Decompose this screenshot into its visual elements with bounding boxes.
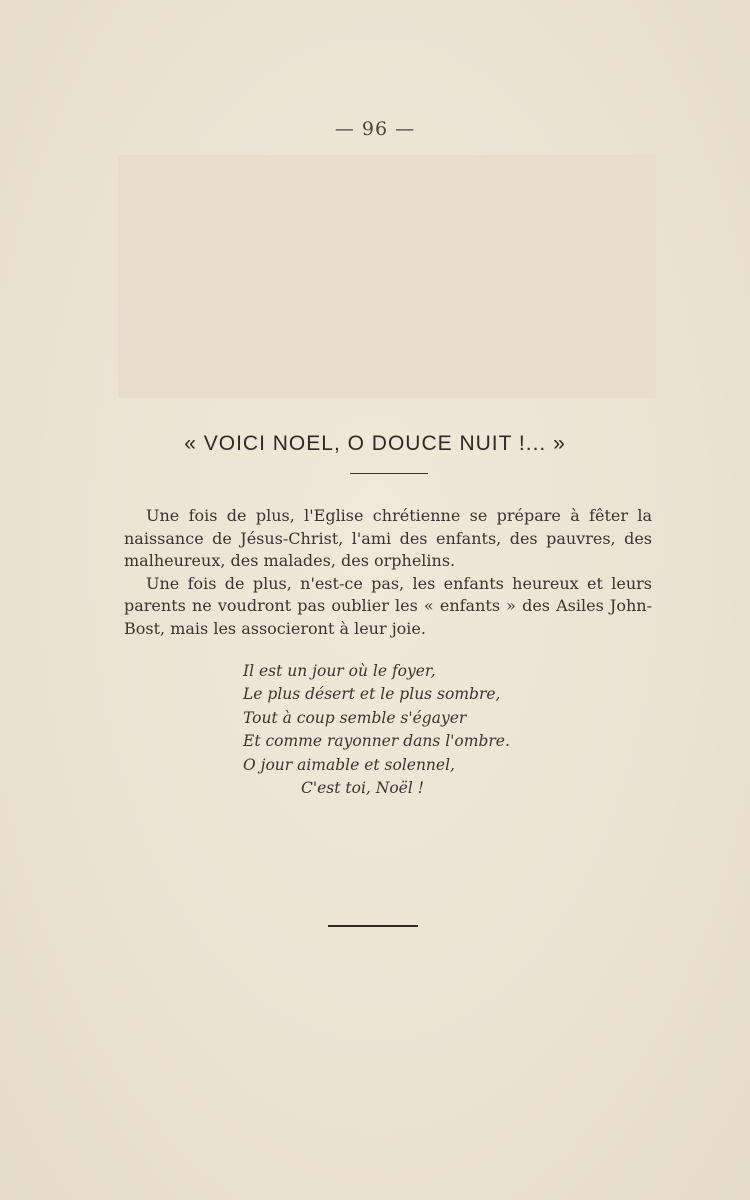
blank-area [118, 155, 656, 398]
poem-line: Et comme rayonner dans l'ombre. [243, 732, 510, 751]
paragraph: Une fois de plus, l'Eglise chrétienne se prépare à fêter la naissance de Jésus-Christ, l'ami des enfants, des pauvres, des malheureux, des malades, des orphelins. [124, 506, 652, 570]
article-title: « VOICI NOEL, O DOUCE NUIT !... » [184, 432, 566, 455]
poem [243, 660, 510, 800]
article-body [124, 505, 652, 640]
poem-line: Le plus désert et le plus sombre, [243, 685, 501, 704]
page-number: — 96 — [334, 118, 416, 140]
section-end-rule [328, 925, 418, 927]
poem-line: Il est un jour où le foyer, [243, 662, 436, 680]
poem-line: C'est toi, Noël ! [301, 779, 424, 798]
poem-line: O jour aimable et solennel, [243, 755, 455, 774]
poem-line: Tout à coup semble s'égayer [243, 708, 467, 727]
paragraph: Une fois de plus, n'est-ce pas, les enfants heureux et leurs parents ne voudront pas oublier les « enfants » des Asiles John-Bost, mais les associeront à leur joie. [124, 573, 652, 638]
title-underline [350, 473, 428, 474]
